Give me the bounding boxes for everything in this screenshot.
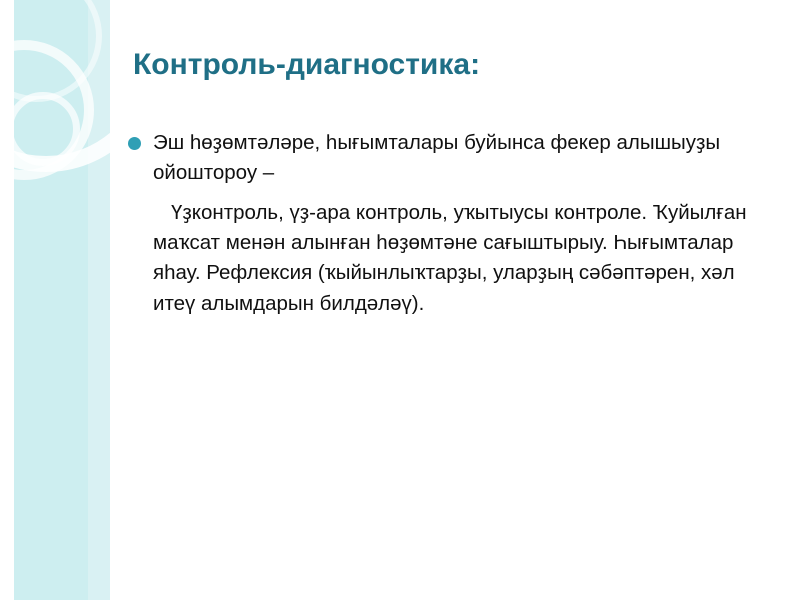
- list-item: [128, 128, 768, 319]
- decorative-circle-icon: [6, 92, 80, 166]
- bullet-list: [128, 128, 768, 319]
- page-title: Контроль-диагностика:: [133, 48, 481, 81]
- list-item-text: [153, 128, 768, 319]
- slide-content: [128, 0, 778, 600]
- bullet-line-1: Эш һөҙөмтәләре, һығымталары буйынса фекер алышыуҙы ойоштороу –: [153, 131, 721, 185]
- bullet-dot-icon: [128, 137, 141, 150]
- bullet-line-2: Үҙконтроль, үҙ-ара контроль, уҡытыусы контроле. Ҡуйылған маҡсат менән алынған һөҙөмтәне сағыштырыу. Һығымталар яһау. Рефлексия (ҡыйынлыҡтарҙы, уларҙың сәбәптәрен, хәл итеү алымдарын билдәләү).: [153, 200, 747, 315]
- decorative-left-band: [0, 0, 110, 600]
- paragraph-spacer: [153, 189, 768, 198]
